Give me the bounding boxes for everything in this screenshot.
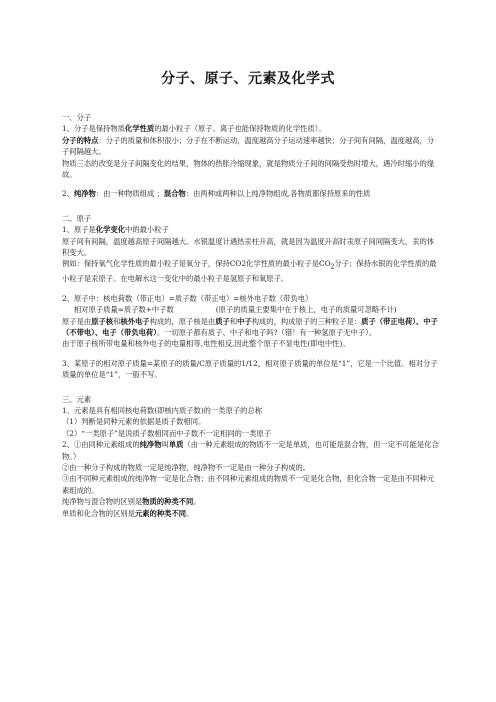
bold-term: 纯净物 — [73, 189, 96, 199]
bold-term: 元素的种类不同 — [134, 508, 187, 518]
bold-term: 原子核 — [91, 316, 114, 326]
paragraph: 原子是由原子核和核外电子构成的，原子核是由质子和中子构成的，构成原子的三种粒子是：质子（带正电荷）、中子（不带电）、电子（带负电荷）。一切原子都有质子、中子和电子吗?（错！有一种氢原子无中子）。 — [62, 316, 438, 337]
bold-term: 单质 — [168, 440, 184, 450]
bold-term: 化学性质 — [125, 124, 155, 134]
paragraph: 2、纯净物：由一种物质组成 ；混合物：由两种或两种以上纯净物组成,各物质都保持原来的性质 — [62, 189, 371, 199]
paragraph: 1、分子是保持物质化学性质的最小粒子（原子、离子也能保持物质的化学性质）。 — [62, 124, 326, 134]
bold-term: 质子（带正电荷）、中子（不带电）、电子（带负电荷） — [62, 316, 438, 337]
section-heading-molecule: 一、分子 — [62, 113, 92, 122]
paragraph: （1）判断是同种元素的依据是质子数相同。 — [62, 417, 206, 427]
paragraph: 3、某原子的相对原子质量=某原子的质量/C原子质量的1/12，相对原子质量的单位是“1”，它是一个比值。相对分子质量的单位是“1”，一般不写。 — [62, 358, 438, 380]
bold-term: 质子 — [215, 316, 230, 326]
paragraph: 纯净物与混合物的区别是物质的种类不同。 — [62, 497, 201, 507]
document-body — [62, 112, 440, 519]
paragraph: 1、原子是化学变化中的最小粒子 — [62, 225, 169, 235]
bold-term: 中子 — [237, 316, 252, 326]
paragraph: 2、原子中：核电荷数（带正电）=质子数（带正电）=核外电子数（带负电） — [62, 293, 313, 303]
bold-term: 物质的种类不同 — [142, 497, 194, 507]
paragraph: 1、元素是具有相同核电荷数(即核内质子数)的一类原子的总称 — [62, 405, 263, 415]
page-title: 分子、原子、元素及化学式 — [161, 71, 335, 87]
bold-term: 化学变化 — [95, 225, 126, 235]
bold-term: 核外电子 — [120, 316, 150, 326]
paragraph: 由于原子核所带电量和核外电子的电量相等,电性相反,因此整个原子不显电性(即电中性)。 — [62, 339, 350, 349]
paragraph: 2、①由同种元素组成的纯净物叫单质（由一种元素组成的物质不一定是单质，也可能是混合物，但一定不可能是化合物。） — [62, 440, 439, 461]
paragraph: 单质和化合物的区别是元素的种类不同。 — [62, 508, 194, 518]
section-heading-element: 三、元素 — [62, 394, 92, 404]
bold-term: 混合物 — [163, 189, 186, 199]
paragraph: 相对原子质量≈质子数+中子数 (原子的质量主要集中在于核上，电子的质量可忽略不计) — [74, 305, 397, 315]
paragraph: ③由不同种元素组成的纯净物一定是化合物；由不同种元素组成的物质不一定是化合物，但化合物一定是由不同种元素组成的。 — [62, 474, 435, 495]
bold-term: 分子的特点 — [62, 135, 99, 145]
paragraph: （2）“一类原子”是说质子数相同而中子数不一定相同的一类原子 — [62, 428, 272, 438]
paragraph: 例如：保持氧气化学性质的最小粒子是氧分子，保持CO2化学性质的最小粒子是$CO_2$分子；保持水银的化学性质的最小粒子是汞原子。在电解水这一变化中的最小粒子是氢原子和氧原子。 — [62, 259, 437, 284]
paragraph: 原子间有间隔，温度越高原子间隔越大。水银温度计遇热汞柱升高，就是因为温度升高时汞原子间间隔变大，汞的体积变大。 — [62, 236, 435, 258]
paragraph: 分子的特点：分子的质量和体积很小；分子在不断运动，温度越高分子运动速率越快；分子间有间隔，温度越高，分子间隔越大。 — [62, 135, 435, 157]
bold-term: 纯净物 — [139, 440, 162, 450]
section-heading-atom: 二、原子 — [62, 213, 92, 223]
paragraph: ②由一种分子构成的物质一定是纯净物，纯净物不一定是由一种分子构成的。 — [62, 463, 311, 473]
paragraph: 物质三态的改变是分子间隔变化的结果，物体的热胀冷缩现象，就是物质分子间的间隔受热时增大，遇冷时缩小的缘故。 — [62, 158, 435, 180]
